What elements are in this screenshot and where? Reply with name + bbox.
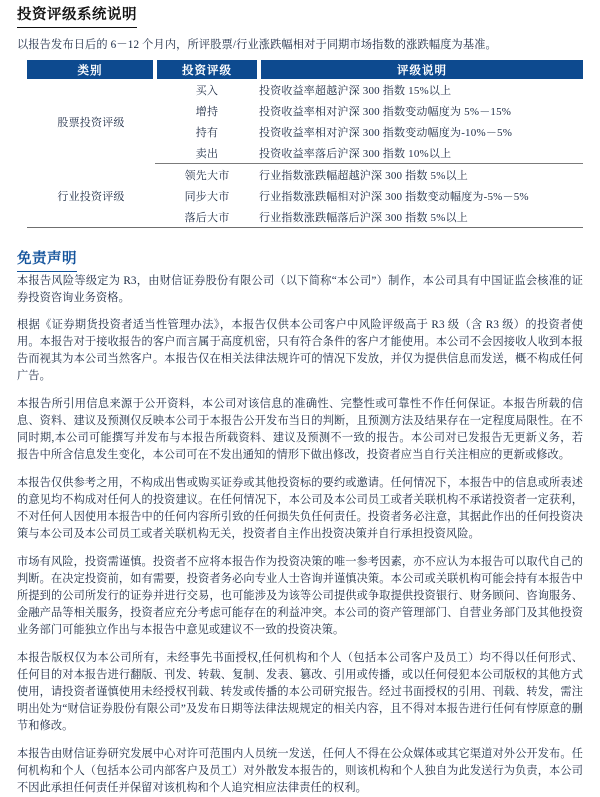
category-industry-rating: 行业投资评级: [27, 164, 155, 228]
rating-grade: 同步大市: [184, 190, 230, 203]
rating-grade: 领先大市: [184, 169, 230, 182]
disclaimer-title: 免责声明: [17, 250, 77, 272]
disclaimer-paragraph: 本报告版权仅为本公司所有，未经事先书面授权,任何机构和个人（包括本公司客户及员工）均不得以任何形式、任何目的对本报告进行翻版、刊发、转载、复制、发表、篡改、引用或传播，或以任何侵犯本公司版权的其他方式使用，请投资者谨慎使用未经授权刊载、转发或传播的本公司研究报告。经过书面授权的引用、刊载、转发，需注明出处为“财信证券股份有限公司”及发布日期等法律法规规定的相关内容，且不得对本报告进行任何有悖原意的删节和修改。: [17, 652, 583, 733]
category-stock-rating: 股票投资评级: [57, 116, 125, 129]
page-title: 投资评级系统说明: [17, 6, 137, 28]
rating-description: 投资收益率超越沪深 300 指数 15%以上: [259, 84, 452, 97]
rating-description: 投资收益率相对沪深 300 指数变动幅度为 5%－15%: [259, 105, 512, 118]
rating-grade: 落后大市: [155, 206, 259, 228]
disclaimer-paragraph: 根据《证券期货投资者适当性管理办法》，本报告仅供本公司客户中风险评级高于 R3 级（含 R3 级）的投资者使用。本报告对于接收报告的客户而言属于高度机密，只有符合条件的客户才能使用。本公司不会因接收人收到本报告而视其为本公司当然客户。本报告仅在相关法律法规许可的情况下发放，并仅为提供信息而发送，概不构成任何广告。: [17, 318, 583, 382]
column-header-rating: 投资评级: [155, 60, 259, 79]
table-row: [27, 79, 583, 100]
rating-description: 行业指数涨跌幅落后沪深 300 指数 5%以上: [259, 206, 583, 228]
rating-description: 投资收益率相对沪深 300 指数变动幅度为-10%－5%: [259, 126, 513, 139]
rating-grade: 卖出: [155, 142, 259, 164]
investment-rating-table: [27, 60, 583, 228]
rating-grade: 增持: [195, 105, 219, 118]
disclaimer-paragraph: 本报告风险等级定为 R3，由财信证券股份有限公司（以下简称“本公司”）制作，本公司具有中国证监会核准的证券投资咨询业务资格。: [17, 274, 583, 304]
rating-description: 行业指数涨跌幅相对沪深 300 指数变动幅度为-5%－5%: [259, 190, 529, 203]
rating-intro-text: 以报告发布日后的 6－12 个月内，所评股票/行业涨跌幅相对于同期市场指数的涨跌幅度为基准。: [17, 38, 497, 51]
disclaimer-paragraph: 市场有风险，投资需谨慎。投资者不应将本报告作为投资决策的唯一参考因素，亦不应认为本报告可以取代自己的判断。在决定投资前，如有需要，投资者务必向专业人士咨询并谨慎决策。本公司或关联机构可能会持有本报告中所提到的公司所发行的证券并进行交易，也可能涉及为该等公司提供或争取提供投资银行、财务顾问、咨询服务、金融产品等相关服务，投资者应充分考虑可能存在的利益冲突。本公司的资产管理部门、自营业务部门及其他投资业务部门可能独立作出与本报告中意见或建议不一致的投资决策。: [17, 556, 583, 637]
column-header-description: 评级说明: [259, 60, 583, 79]
table-header-row: [27, 60, 583, 79]
disclaimer-paragraph: 本报告所引用信息来源于公开资料，本公司对该信息的准确性、完整性或可靠性不作任何保证。本报告所载的信息、资料、建议及预测仅反映本公司于本报告公开发布当日的判断，且预测方法及结果存在一定程度局限性。在不同时期,本公司可能撰写并发布与本报告所载资料、建议及预测不一致的报告。本公司对已发报告无更新义务，若报告中所含信息发生变化，本公司可在不发出通知的情形下做出修改，投资者应当自行关注相应的更新或修改。: [17, 398, 583, 462]
rating-grade: 买入: [195, 84, 219, 97]
column-header-category: 类别: [27, 60, 155, 79]
rating-description: 投资收益率落后沪深 300 指数 10%以上: [259, 142, 583, 164]
rating-section-header: [17, 6, 583, 28]
rating-grade: 持有: [195, 126, 219, 139]
rating-description: 行业指数涨跌幅超越沪深 300 指数 5%以上: [259, 169, 469, 182]
disclaimer-paragraph: 本报告由财信证券研究发展中心对许可范围内人员统一发送，任何人不得在公众媒体或其它渠道对外公开发布。任何机构和个人（包括本公司内部客户及员工）对外散发本报告的，则该机构和个人独自为此发送行为负责，本公司不因此承担任何责任并保留对该机构和个人追究相应法律责任的权利。: [17, 748, 583, 795]
disclaimer-section-header: [17, 250, 583, 272]
table-row: [27, 164, 583, 186]
disclaimer-paragraph: 本报告仅供参考之用，不构成出售或购买证券或其他投资标的要约或邀请。任何情况下，本报告中的信息或所表述的意见均不构成对任何人的投资建议。在任何情况下，本公司及本公司员工或者关联机构不承诺投资者一定获利，不对任何人因使用本报告中的任何内容所引致的任何损失负任何责任。投资者务必注意，其据此作出的任何投资决策与本公司及本公司员工或者关联机构无关，投资者自主作出投资决策并自行承担投资风险。: [17, 477, 583, 541]
